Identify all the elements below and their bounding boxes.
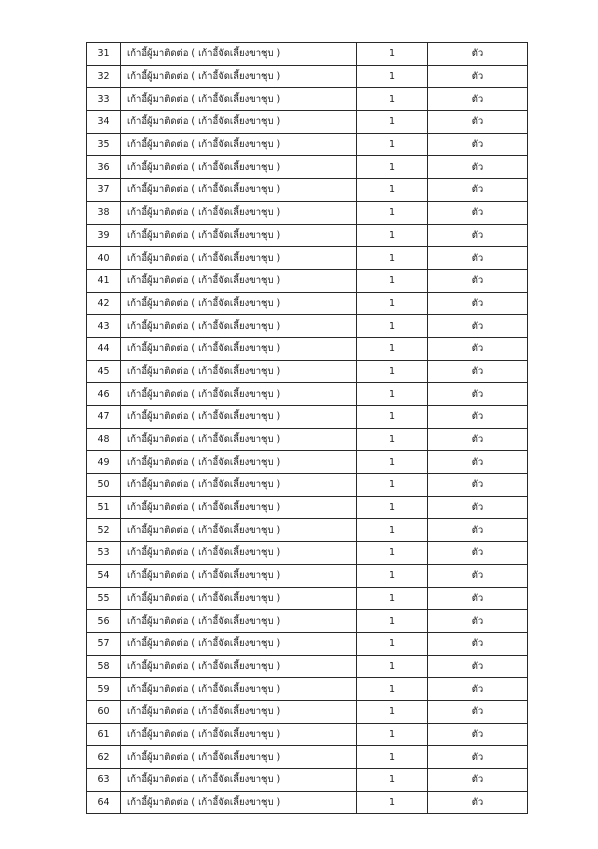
row-number-cell: 45 xyxy=(87,360,121,383)
row-number-cell: 36 xyxy=(87,156,121,179)
table-row xyxy=(87,791,528,814)
row-number-cell: 58 xyxy=(87,655,121,678)
unit-cell: ตัว xyxy=(428,474,528,497)
item-description-cell: เก้าอี้ผู้มาติดต่อ ( เก้าอี้จัดเลี้ยงขาชุบ ) xyxy=(121,179,357,202)
quantity-cell: 1 xyxy=(357,428,428,451)
unit-cell: ตัว xyxy=(428,519,528,542)
quantity-cell: 1 xyxy=(357,224,428,247)
quantity-cell: 1 xyxy=(357,791,428,814)
item-description-cell: เก้าอี้ผู้มาติดต่อ ( เก้าอี้จัดเลี้ยงขาชุบ ) xyxy=(121,746,357,769)
item-description-cell: เก้าอี้ผู้มาติดต่อ ( เก้าอี้จัดเลี้ยงขาชุบ ) xyxy=(121,564,357,587)
table-row xyxy=(87,519,528,542)
item-description-cell: เก้าอี้ผู้มาติดต่อ ( เก้าอี้จัดเลี้ยงขาชุบ ) xyxy=(121,360,357,383)
table-row xyxy=(87,201,528,224)
unit-cell: ตัว xyxy=(428,224,528,247)
unit-cell: ตัว xyxy=(428,406,528,429)
row-number-cell: 64 xyxy=(87,791,121,814)
row-number-cell: 55 xyxy=(87,587,121,610)
item-description-cell: เก้าอี้ผู้มาติดต่อ ( เก้าอี้จัดเลี้ยงขาชุบ ) xyxy=(121,610,357,633)
row-number-cell: 52 xyxy=(87,519,121,542)
row-number-cell: 34 xyxy=(87,111,121,134)
unit-cell: ตัว xyxy=(428,451,528,474)
item-description-cell: เก้าอี้ผู้มาติดต่อ ( เก้าอี้จัดเลี้ยงขาชุบ ) xyxy=(121,247,357,270)
table-row xyxy=(87,269,528,292)
quantity-cell: 1 xyxy=(357,496,428,519)
row-number-cell: 47 xyxy=(87,406,121,429)
table-row xyxy=(87,542,528,565)
quantity-cell: 1 xyxy=(357,315,428,338)
item-description-cell: เก้าอี้ผู้มาติดต่อ ( เก้าอี้จัดเลี้ยงขาชุบ ) xyxy=(121,292,357,315)
item-description-cell: เก้าอี้ผู้มาติดต่อ ( เก้าอี้จัดเลี้ยงขาชุบ ) xyxy=(121,383,357,406)
table-row xyxy=(87,224,528,247)
unit-cell: ตัว xyxy=(428,678,528,701)
quantity-cell: 1 xyxy=(357,111,428,134)
row-number-cell: 63 xyxy=(87,769,121,792)
item-description-cell: เก้าอี้ผู้มาติดต่อ ( เก้าอี้จัดเลี้ยงขาชุบ ) xyxy=(121,791,357,814)
table-row xyxy=(87,43,528,66)
row-number-cell: 46 xyxy=(87,383,121,406)
quantity-cell: 1 xyxy=(357,383,428,406)
row-number-cell: 37 xyxy=(87,179,121,202)
unit-cell: ตัว xyxy=(428,88,528,111)
item-description-cell: เก้าอี้ผู้มาติดต่อ ( เก้าอี้จัดเลี้ยงขาชุบ ) xyxy=(121,700,357,723)
quantity-cell: 1 xyxy=(357,292,428,315)
table-row xyxy=(87,564,528,587)
unit-cell: ตัว xyxy=(428,247,528,270)
unit-cell: ตัว xyxy=(428,156,528,179)
row-number-cell: 35 xyxy=(87,133,121,156)
unit-cell: ตัว xyxy=(428,65,528,88)
quantity-cell: 1 xyxy=(357,451,428,474)
row-number-cell: 33 xyxy=(87,88,121,111)
item-description-cell: เก้าอี้ผู้มาติดต่อ ( เก้าอี้จัดเลี้ยงขาชุบ ) xyxy=(121,133,357,156)
unit-cell: ตัว xyxy=(428,496,528,519)
quantity-cell: 1 xyxy=(357,700,428,723)
item-description-cell: เก้าอี้ผู้มาติดต่อ ( เก้าอี้จัดเลี้ยงขาชุบ ) xyxy=(121,587,357,610)
item-description-cell: เก้าอี้ผู้มาติดต่อ ( เก้าอี้จัดเลี้ยงขาชุบ ) xyxy=(121,723,357,746)
table-row xyxy=(87,428,528,451)
row-number-cell: 54 xyxy=(87,564,121,587)
unit-cell: ตัว xyxy=(428,383,528,406)
quantity-cell: 1 xyxy=(357,769,428,792)
unit-cell: ตัว xyxy=(428,315,528,338)
quantity-cell: 1 xyxy=(357,88,428,111)
table-row xyxy=(87,746,528,769)
item-description-cell: เก้าอี้ผู้มาติดต่อ ( เก้าอี้จัดเลี้ยงขาชุบ ) xyxy=(121,315,357,338)
unit-cell: ตัว xyxy=(428,723,528,746)
quantity-cell: 1 xyxy=(357,610,428,633)
row-number-cell: 49 xyxy=(87,451,121,474)
table-row xyxy=(87,360,528,383)
table-row xyxy=(87,769,528,792)
item-description-cell: เก้าอี้ผู้มาติดต่อ ( เก้าอี้จัดเลี้ยงขาชุบ ) xyxy=(121,156,357,179)
row-number-cell: 59 xyxy=(87,678,121,701)
quantity-cell: 1 xyxy=(357,519,428,542)
quantity-cell: 1 xyxy=(357,632,428,655)
table-row xyxy=(87,632,528,655)
item-description-cell: เก้าอี้ผู้มาติดต่อ ( เก้าอี้จัดเลี้ยงขาชุบ ) xyxy=(121,406,357,429)
table-row xyxy=(87,315,528,338)
table-row xyxy=(87,337,528,360)
table-row xyxy=(87,247,528,270)
row-number-cell: 50 xyxy=(87,474,121,497)
quantity-cell: 1 xyxy=(357,723,428,746)
quantity-cell: 1 xyxy=(357,133,428,156)
row-number-cell: 60 xyxy=(87,700,121,723)
item-description-cell: เก้าอี้ผู้มาติดต่อ ( เก้าอี้จัดเลี้ยงขาชุบ ) xyxy=(121,224,357,247)
unit-cell: ตัว xyxy=(428,542,528,565)
table-row xyxy=(87,474,528,497)
unit-cell: ตัว xyxy=(428,564,528,587)
item-description-cell: เก้าอี้ผู้มาติดต่อ ( เก้าอี้จัดเลี้ยงขาชุบ ) xyxy=(121,201,357,224)
unit-cell: ตัว xyxy=(428,610,528,633)
quantity-cell: 1 xyxy=(357,587,428,610)
quantity-cell: 1 xyxy=(357,564,428,587)
quantity-cell: 1 xyxy=(357,269,428,292)
unit-cell: ตัว xyxy=(428,133,528,156)
quantity-cell: 1 xyxy=(357,360,428,383)
table-row xyxy=(87,292,528,315)
unit-cell: ตัว xyxy=(428,179,528,202)
table-row xyxy=(87,496,528,519)
table-row xyxy=(87,655,528,678)
unit-cell: ตัว xyxy=(428,769,528,792)
item-description-cell: เก้าอี้ผู้มาติดต่อ ( เก้าอี้จัดเลี้ยงขาชุบ ) xyxy=(121,496,357,519)
quantity-cell: 1 xyxy=(357,65,428,88)
quantity-cell: 1 xyxy=(357,474,428,497)
item-description-cell: เก้าอี้ผู้มาติดต่อ ( เก้าอี้จัดเลี้ยงขาชุบ ) xyxy=(121,519,357,542)
unit-cell: ตัว xyxy=(428,587,528,610)
unit-cell: ตัว xyxy=(428,700,528,723)
item-description-cell: เก้าอี้ผู้มาติดต่อ ( เก้าอี้จัดเลี้ยงขาชุบ ) xyxy=(121,337,357,360)
item-description-cell: เก้าอี้ผู้มาติดต่อ ( เก้าอี้จัดเลี้ยงขาชุบ ) xyxy=(121,269,357,292)
row-number-cell: 51 xyxy=(87,496,121,519)
unit-cell: ตัว xyxy=(428,746,528,769)
table-row xyxy=(87,133,528,156)
item-description-cell: เก้าอี้ผู้มาติดต่อ ( เก้าอี้จัดเลี้ยงขาชุบ ) xyxy=(121,451,357,474)
unit-cell: ตัว xyxy=(428,43,528,66)
row-number-cell: 61 xyxy=(87,723,121,746)
row-number-cell: 56 xyxy=(87,610,121,633)
row-number-cell: 53 xyxy=(87,542,121,565)
item-description-cell: เก้าอี้ผู้มาติดต่อ ( เก้าอี้จัดเลี้ยงขาชุบ ) xyxy=(121,428,357,451)
table-row xyxy=(87,610,528,633)
item-description-cell: เก้าอี้ผู้มาติดต่อ ( เก้าอี้จัดเลี้ยงขาชุบ ) xyxy=(121,111,357,134)
quantity-cell: 1 xyxy=(357,43,428,66)
row-number-cell: 31 xyxy=(87,43,121,66)
table-row xyxy=(87,111,528,134)
item-description-cell: เก้าอี้ผู้มาติดต่อ ( เก้าอี้จัดเลี้ยงขาชุบ ) xyxy=(121,88,357,111)
table-row xyxy=(87,700,528,723)
quantity-cell: 1 xyxy=(357,655,428,678)
row-number-cell: 62 xyxy=(87,746,121,769)
item-description-cell: เก้าอี้ผู้มาติดต่อ ( เก้าอี้จัดเลี้ยงขาชุบ ) xyxy=(121,655,357,678)
item-description-cell: เก้าอี้ผู้มาติดต่อ ( เก้าอี้จัดเลี้ยงขาชุบ ) xyxy=(121,65,357,88)
table-row xyxy=(87,587,528,610)
unit-cell: ตัว xyxy=(428,292,528,315)
table-row xyxy=(87,383,528,406)
unit-cell: ตัว xyxy=(428,428,528,451)
quantity-cell: 1 xyxy=(357,201,428,224)
quantity-cell: 1 xyxy=(357,156,428,179)
unit-cell: ตัว xyxy=(428,360,528,383)
item-description-cell: เก้าอี้ผู้มาติดต่อ ( เก้าอี้จัดเลี้ยงขาชุบ ) xyxy=(121,542,357,565)
item-description-cell: เก้าอี้ผู้มาติดต่อ ( เก้าอี้จัดเลี้ยงขาชุบ ) xyxy=(121,474,357,497)
table-row xyxy=(87,678,528,701)
unit-cell: ตัว xyxy=(428,337,528,360)
table-row xyxy=(87,723,528,746)
quantity-cell: 1 xyxy=(357,542,428,565)
row-number-cell: 38 xyxy=(87,201,121,224)
row-number-cell: 40 xyxy=(87,247,121,270)
table-row xyxy=(87,179,528,202)
item-description-cell: เก้าอี้ผู้มาติดต่อ ( เก้าอี้จัดเลี้ยงขาชุบ ) xyxy=(121,632,357,655)
unit-cell: ตัว xyxy=(428,655,528,678)
table-row xyxy=(87,88,528,111)
quantity-cell: 1 xyxy=(357,337,428,360)
inventory-table-body xyxy=(87,43,528,814)
row-number-cell: 57 xyxy=(87,632,121,655)
unit-cell: ตัว xyxy=(428,111,528,134)
unit-cell: ตัว xyxy=(428,269,528,292)
unit-cell: ตัว xyxy=(428,791,528,814)
unit-cell: ตัว xyxy=(428,201,528,224)
row-number-cell: 41 xyxy=(87,269,121,292)
table-row xyxy=(87,156,528,179)
row-number-cell: 39 xyxy=(87,224,121,247)
quantity-cell: 1 xyxy=(357,746,428,769)
table-row xyxy=(87,65,528,88)
quantity-cell: 1 xyxy=(357,406,428,429)
table-row xyxy=(87,406,528,429)
quantity-cell: 1 xyxy=(357,678,428,701)
quantity-cell: 1 xyxy=(357,247,428,270)
row-number-cell: 48 xyxy=(87,428,121,451)
item-description-cell: เก้าอี้ผู้มาติดต่อ ( เก้าอี้จัดเลี้ยงขาชุบ ) xyxy=(121,43,357,66)
inventory-table xyxy=(86,42,528,814)
item-description-cell: เก้าอี้ผู้มาติดต่อ ( เก้าอี้จัดเลี้ยงขาชุบ ) xyxy=(121,678,357,701)
row-number-cell: 43 xyxy=(87,315,121,338)
unit-cell: ตัว xyxy=(428,632,528,655)
quantity-cell: 1 xyxy=(357,179,428,202)
row-number-cell: 42 xyxy=(87,292,121,315)
item-description-cell: เก้าอี้ผู้มาติดต่อ ( เก้าอี้จัดเลี้ยงขาชุบ ) xyxy=(121,769,357,792)
row-number-cell: 32 xyxy=(87,65,121,88)
row-number-cell: 44 xyxy=(87,337,121,360)
table-row xyxy=(87,451,528,474)
